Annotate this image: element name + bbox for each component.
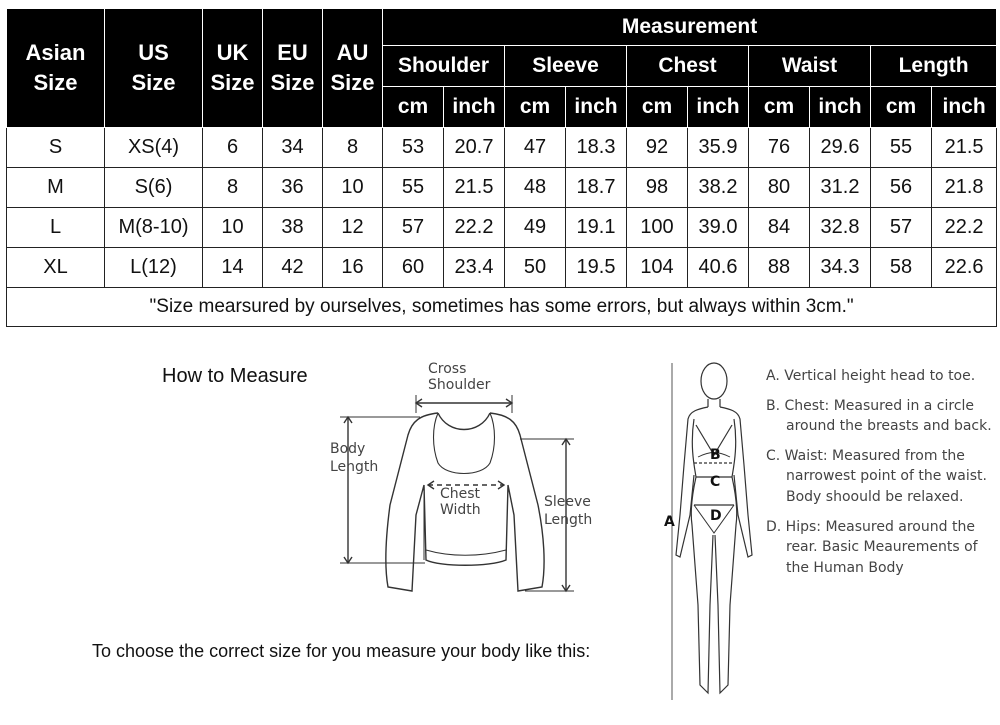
header-eu-size: EU Size [263, 9, 323, 128]
cell-sleeve-inch: 18.7 [566, 168, 627, 208]
cell-chest-inch: 40.6 [688, 248, 749, 288]
body-label: Body [330, 441, 366, 457]
header-shoulder: Shoulder [383, 46, 505, 87]
cell-sleeve-inch: 19.1 [566, 208, 627, 248]
cell-chest-cm: 104 [627, 248, 688, 288]
garment-diagram [320, 355, 610, 600]
table-row [7, 248, 997, 288]
cell-eu-size: 34 [263, 128, 323, 168]
cell-uk-size: 10 [203, 208, 263, 248]
unit-inch: inch [566, 87, 627, 128]
unit-inch: inch [688, 87, 749, 128]
cell-asian-size: S [7, 128, 105, 168]
header-chest: Chest [627, 46, 749, 87]
unit-cm: cm [383, 87, 444, 128]
cell-sleeve-inch: 19.5 [566, 248, 627, 288]
cell-us-size: XS(4) [105, 128, 203, 168]
cell-waist-cm: 76 [749, 128, 810, 168]
cell-chest-inch: 35.9 [688, 128, 749, 168]
unit-inch: inch [810, 87, 871, 128]
header-measurement: Measurement [383, 9, 997, 46]
note-a-height: A. Vertical height head to toe. [766, 368, 976, 384]
cell-sleeve-cm: 49 [505, 208, 566, 248]
unit-inch: inch [932, 87, 997, 128]
cell-au-size: 10 [323, 168, 383, 208]
body-figure-diagram [650, 355, 762, 715]
header-uk-size: UK Size [203, 9, 263, 128]
cell-shoulder-inch: 20.7 [444, 128, 505, 168]
cell-chest-inch: 38.2 [688, 168, 749, 208]
header-waist: Waist [749, 46, 871, 87]
unit-cm: cm [505, 87, 566, 128]
table-row [7, 208, 997, 248]
table-row [7, 168, 997, 208]
cell-shoulder-inch: 22.2 [444, 208, 505, 248]
header-sleeve: Sleeve [505, 46, 627, 87]
cell-length-inch: 21.5 [932, 128, 997, 168]
cell-sleeve-cm: 48 [505, 168, 566, 208]
unit-inch: inch [444, 87, 505, 128]
cell-chest-cm: 98 [627, 168, 688, 208]
cell-asian-size: M [7, 168, 105, 208]
cell-au-size: 8 [323, 128, 383, 168]
cell-us-size: S(6) [105, 168, 203, 208]
header-us-size: US Size [105, 9, 203, 128]
cell-shoulder-inch: 23.4 [444, 248, 505, 288]
table-row [7, 128, 997, 168]
sleeve-label: Sleeve [544, 494, 591, 510]
cell-length-cm: 57 [871, 208, 932, 248]
cell-sleeve-cm: 47 [505, 128, 566, 168]
cell-eu-size: 38 [263, 208, 323, 248]
cell-waist-cm: 80 [749, 168, 810, 208]
cell-shoulder-cm: 55 [383, 168, 444, 208]
cell-uk-size: 8 [203, 168, 263, 208]
cross-label: Cross [428, 361, 467, 377]
cell-length-cm: 55 [871, 128, 932, 168]
cell-shoulder-cm: 57 [383, 208, 444, 248]
header-au-size: AU Size [323, 9, 383, 128]
shoulder-label: Shoulder [428, 377, 491, 393]
cell-au-size: 16 [323, 248, 383, 288]
cell-uk-size: 14 [203, 248, 263, 288]
chest-label: Chest [440, 486, 481, 502]
marker-b: B [710, 447, 721, 463]
cell-au-size: 12 [323, 208, 383, 248]
cell-asian-size: L [7, 208, 105, 248]
cell-uk-size: 6 [203, 128, 263, 168]
sleeve-length-label: Length [544, 512, 593, 528]
cell-eu-size: 36 [263, 168, 323, 208]
cell-length-inch: 21.8 [932, 168, 997, 208]
header-asian-size: Asian Size [7, 9, 105, 128]
cell-waist-inch: 34.3 [810, 248, 871, 288]
cell-chest-cm: 92 [627, 128, 688, 168]
measure-instruction: To choose the correct size for you measure your body like this: [92, 641, 591, 661]
cell-shoulder-inch: 21.5 [444, 168, 505, 208]
cell-sleeve-inch: 18.3 [566, 128, 627, 168]
size-chart-table [6, 8, 997, 327]
cell-length-inch: 22.6 [932, 248, 997, 288]
unit-cm: cm [871, 87, 932, 128]
note-b-chest: B. Chest: Measured in a circle around the breasts and back. [766, 397, 992, 435]
cell-waist-inch: 31.2 [810, 168, 871, 208]
cell-sleeve-cm: 50 [505, 248, 566, 288]
cell-length-cm: 58 [871, 248, 932, 288]
marker-c: C [710, 474, 721, 490]
unit-cm: cm [749, 87, 810, 128]
cell-waist-cm: 88 [749, 248, 810, 288]
header-length: Length [871, 46, 997, 87]
cell-shoulder-cm: 60 [383, 248, 444, 288]
cell-length-inch: 22.2 [932, 208, 997, 248]
how-to-measure-title: How to Measure [162, 365, 308, 387]
cell-eu-size: 42 [263, 248, 323, 288]
width-label: Width [440, 502, 481, 518]
cell-waist-inch: 32.8 [810, 208, 871, 248]
cell-shoulder-cm: 53 [383, 128, 444, 168]
cell-us-size: L(12) [105, 248, 203, 288]
note-d-hips: D. Hips: Measured around the rear. Basic Meaurements of the Human Body [766, 518, 978, 576]
note-c-waist: C. Waist: Measured from the narrowest point of the waist. Body shoould be relaxed. [766, 447, 987, 505]
unit-cm: cm [627, 87, 688, 128]
cell-asian-size: XL [7, 248, 105, 288]
cell-waist-inch: 29.6 [810, 128, 871, 168]
cell-chest-cm: 100 [627, 208, 688, 248]
measurement-notes [766, 366, 996, 587]
cell-us-size: M(8-10) [105, 208, 203, 248]
marker-a: A [664, 514, 675, 530]
cell-chest-inch: 39.0 [688, 208, 749, 248]
cell-waist-cm: 84 [749, 208, 810, 248]
body-length-label: Length [330, 459, 379, 475]
cell-length-cm: 56 [871, 168, 932, 208]
marker-d: D [710, 508, 722, 524]
table-note: "Size mearsured by ourselves, sometimes has some errors, but always within 3cm." [7, 288, 997, 327]
